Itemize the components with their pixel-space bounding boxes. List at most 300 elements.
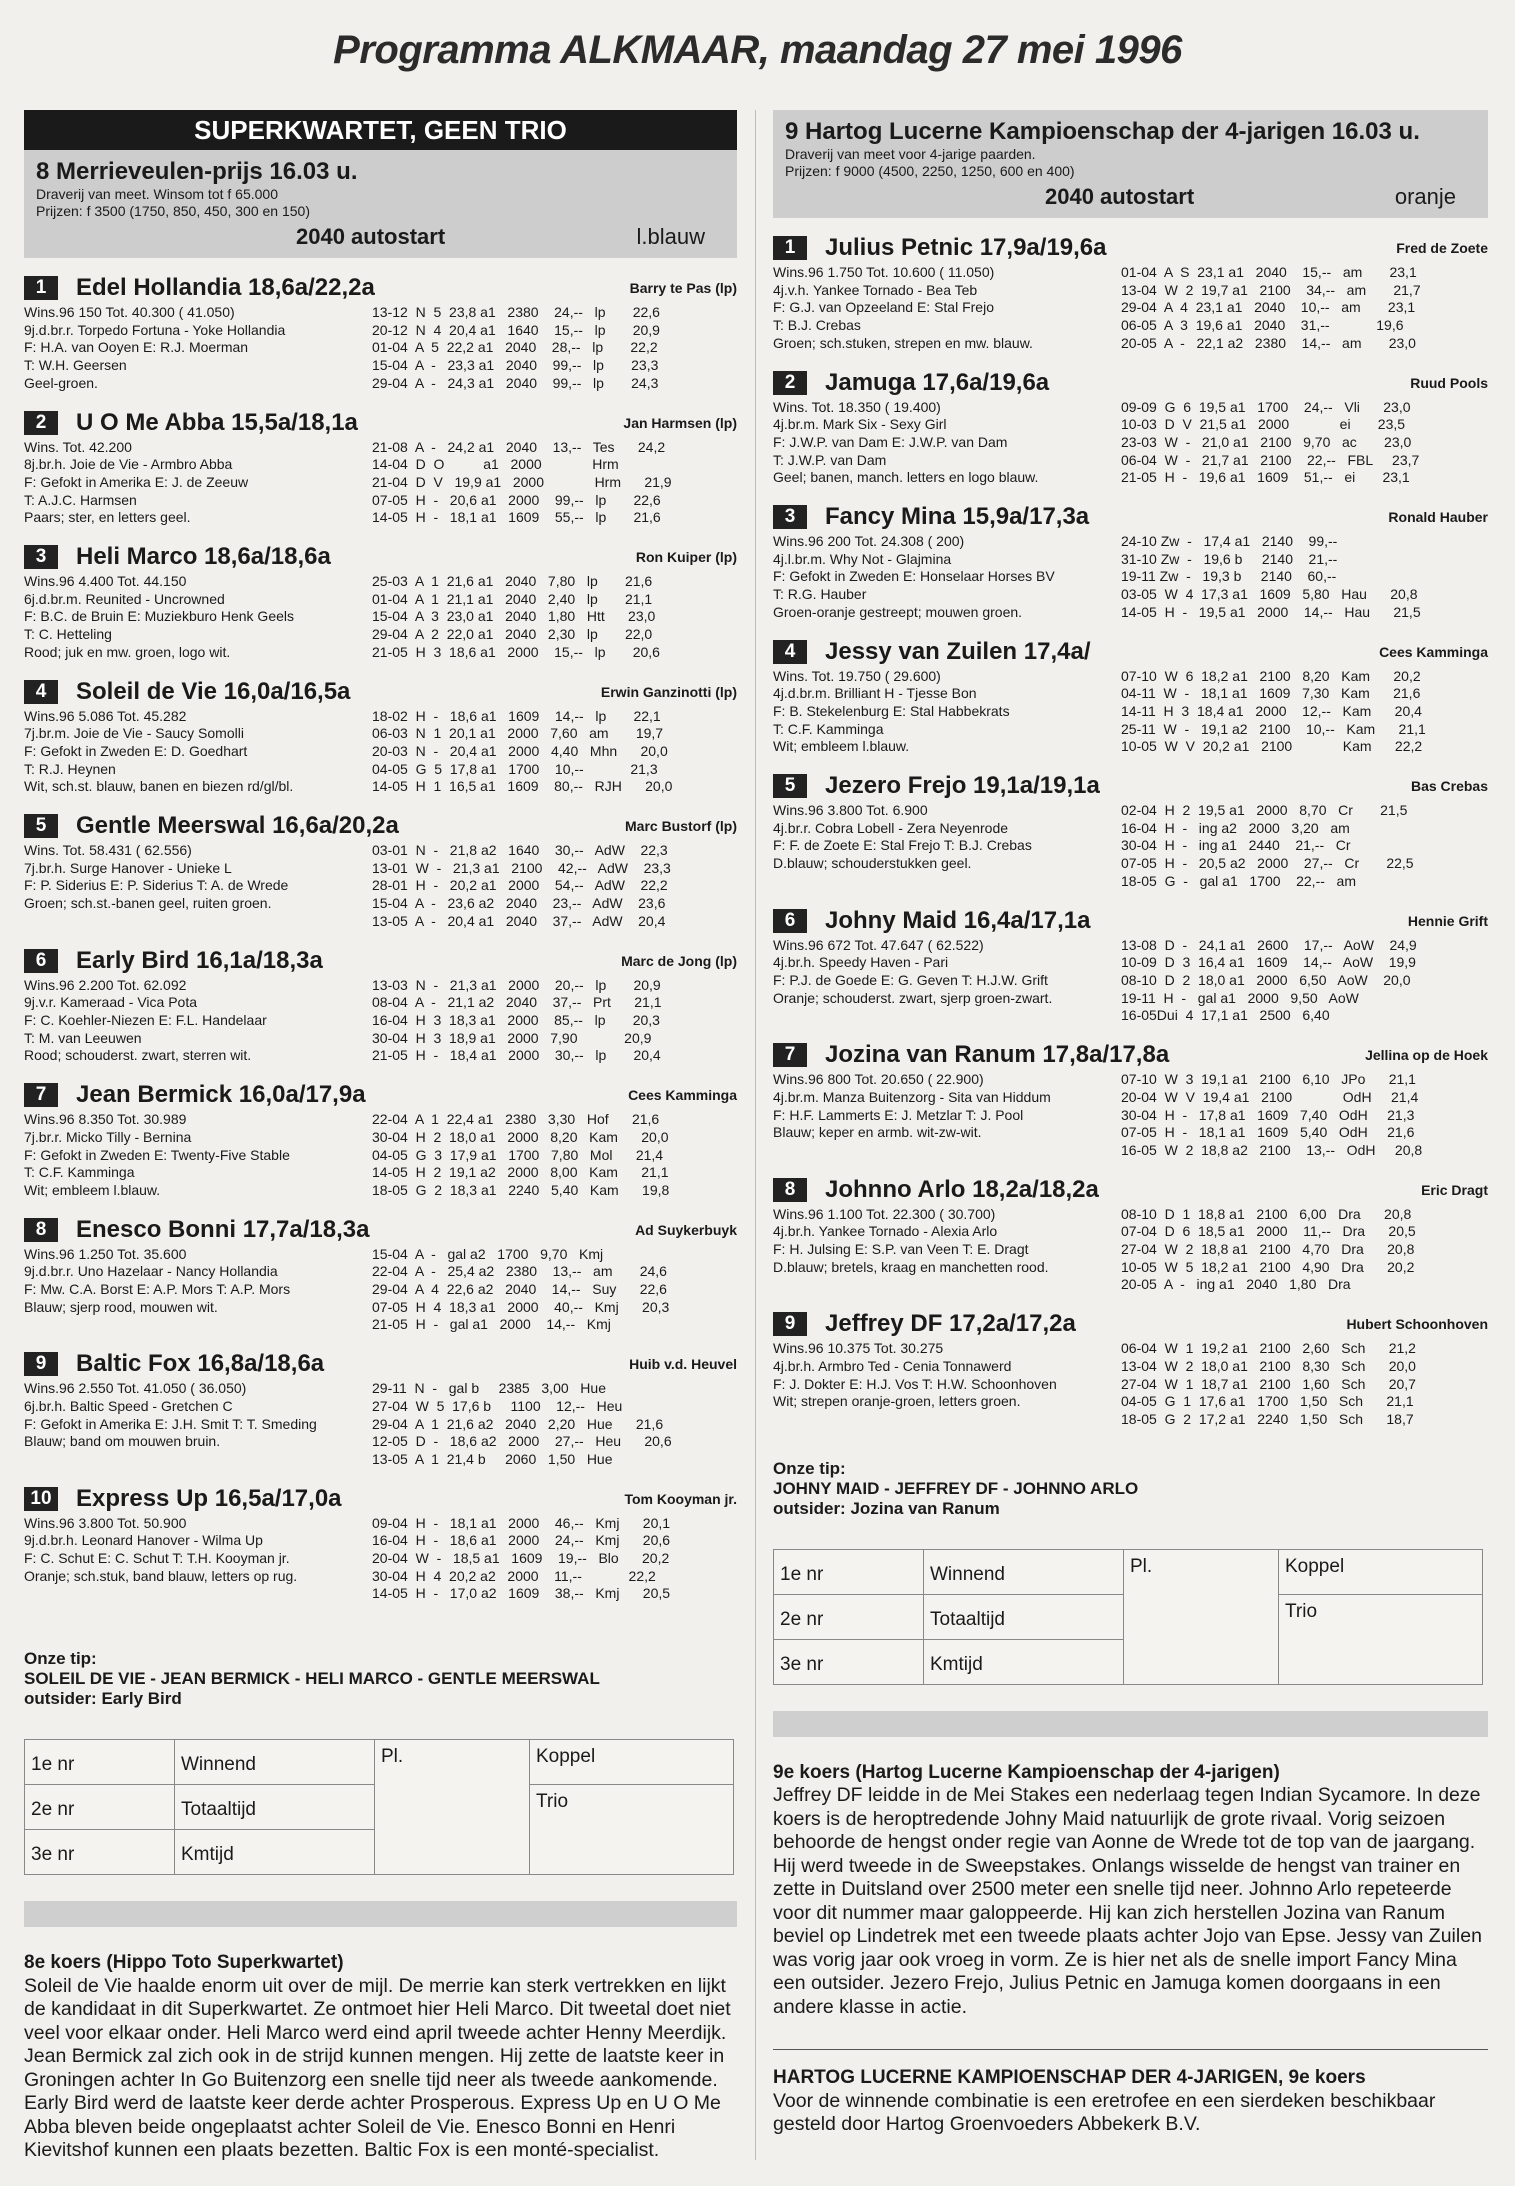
horse-entry bbox=[24, 1216, 737, 1335]
trophy-title: HARTOG LUCERNE KAMPIOENSCHAP DER 4-JARIGEN, 9e koers bbox=[773, 2067, 1366, 2089]
horse-info-line: T: C.F. Kamminga bbox=[773, 720, 884, 737]
horse-name: Julius Petnic 17,9a/19,6a bbox=[825, 234, 1107, 261]
horse-info bbox=[24, 1380, 372, 1469]
driver-name: Hubert Schoonhoven bbox=[1346, 1316, 1488, 1333]
horse-info bbox=[24, 1515, 372, 1604]
horse-name: Enesco Bonni 17,7a/18,3a bbox=[76, 1215, 370, 1243]
form-trio[interactable]: Trio bbox=[530, 1785, 734, 1875]
race-9-tip bbox=[773, 1459, 1488, 1519]
race-8-bet-form bbox=[24, 1739, 734, 1875]
column-divider bbox=[755, 110, 756, 2160]
race-9-entries bbox=[773, 234, 1488, 1429]
horse-info bbox=[773, 399, 1121, 488]
start-line: 15-04 A - gal a2 1700 9,70 Kmj bbox=[372, 1245, 604, 1262]
start-line: 29-11 N - gal b 2385 3,00 Hue bbox=[372, 1380, 606, 1397]
horse-name: Jozina van Ranum 17,8a/17,8a bbox=[825, 1041, 1170, 1069]
horse-info-line: Wit; embleem l.blauw. bbox=[773, 738, 910, 755]
horse-info-line: F: J. Dokter E: H.J. Vos T: H.W. Schoonhoven bbox=[773, 1375, 1057, 1392]
start-number: 1 bbox=[773, 236, 807, 260]
horse-info-line: F: B.C. de Bruin E: Muziekburo Henk Geels bbox=[24, 608, 294, 625]
race-9-conditions: Draverij van meet voor 4-jarige paarden. bbox=[785, 146, 1036, 162]
horse-entry bbox=[24, 274, 737, 393]
start-line: 28-01 H - 20,2 a1 2000 54,-- AdW 22,2 bbox=[372, 877, 668, 894]
recent-starts bbox=[372, 1111, 737, 1200]
horse-info-line: Wins. Tot. 58.431 ( 62.556) bbox=[24, 842, 192, 859]
recent-starts bbox=[1121, 399, 1488, 488]
start-line: 06-04 W 1 19,2 a1 2100 2,60 Sch 21,2 bbox=[1121, 1340, 1416, 1357]
start-line: 13-12 N 5 23,8 a1 2380 24,-- lp 22,6 bbox=[372, 304, 660, 320]
race-8-conditions: Draverij van meet. Winsom tot f 65.000 bbox=[36, 186, 278, 202]
driver-name: Ronald Hauber bbox=[1388, 509, 1488, 526]
start-line: 03-05 W 4 17,3 a1 1609 5,80 Hau 20,8 bbox=[1121, 586, 1418, 603]
recent-starts bbox=[1121, 1340, 1488, 1429]
horse-name: Jean Bermick 16,0a/17,9a bbox=[76, 1081, 366, 1109]
horse-name: Heli Marco 18,6a/18,6a bbox=[76, 543, 331, 571]
driver-name: Fred de Zoete bbox=[1396, 240, 1488, 256]
recent-starts bbox=[1121, 264, 1488, 353]
start-line: 18-02 H - 18,6 a1 1609 14,-- lp 22,1 bbox=[372, 707, 661, 724]
horse-name: U O Me Abba 15,5a/18,1a bbox=[76, 408, 358, 436]
horse-entry bbox=[24, 1485, 737, 1604]
tip-outsider: outsider: Early Bird bbox=[24, 1689, 182, 1709]
start-line: 30-04 H 3 18,9 a1 2000 7,90 20,9 bbox=[372, 1029, 652, 1046]
recent-starts bbox=[1121, 668, 1488, 757]
horse-info-line: Wins.96 2.550 Tot. 41.050 ( 36.050) bbox=[24, 1380, 247, 1397]
start-line: 21-08 A - 24,2 a1 2040 13,-- Tes 24,2 bbox=[372, 438, 666, 455]
start-line: 14-05 H 1 16,5 a1 1609 80,-- RJH 20,0 bbox=[372, 778, 673, 795]
race-9-start-type: 2040 autostart bbox=[1045, 184, 1195, 209]
horse-info bbox=[773, 1340, 1121, 1429]
horse-name: Fancy Mina 15,9a/17,3a bbox=[825, 503, 1090, 531]
horse-info-line: T: M. van Leeuwen bbox=[24, 1029, 142, 1046]
horse-info-line: 4j.br.m. Mark Six - Sexy Girl bbox=[773, 416, 947, 433]
start-line: 06-03 N 1 20,1 a1 2000 7,60 am 19,7 bbox=[372, 725, 664, 742]
start-line: 29-04 A 1 21,6 a2 2040 2,20 Hue 21,6 bbox=[372, 1415, 664, 1432]
horse-info-line: Wins.96 672 Tot. 47.647 ( 62.522) bbox=[773, 936, 984, 953]
horse-name: Jamuga 17,6a/19,6a bbox=[825, 368, 1050, 396]
horse-info-line: 4j.l.br.m. Why Not - Glajmina bbox=[773, 550, 952, 567]
start-line: 16-05 W 2 18,8 a2 2100 13,-- OdH 20,8 bbox=[1121, 1141, 1423, 1158]
start-line: 14-05 H - 18,1 a1 1609 55,-- lp 21,6 bbox=[372, 509, 661, 526]
horse-entry bbox=[773, 772, 1488, 891]
start-line: 10-05 W 5 18,2 a1 2100 4,90 Dra 20,2 bbox=[1121, 1258, 1415, 1275]
start-number: 7 bbox=[24, 1083, 58, 1107]
start-line: 07-04 D 6 18,5 a1 2000 11,-- Dra 20,5 bbox=[1121, 1223, 1416, 1240]
start-line: 20-04 W V 19,4 a1 2100 OdH 21,4 bbox=[1121, 1088, 1419, 1105]
start-number: 8 bbox=[24, 1218, 58, 1242]
form-1e-nr[interactable]: 1e nr bbox=[774, 1549, 924, 1594]
horse-info-line: F: J.W.P. van Dam E: J.W.P. van Dam bbox=[773, 433, 1008, 450]
horse-info-line: 7j.br.r. Micko Tilly - Bernina bbox=[24, 1128, 192, 1145]
start-line: 30-04 H 4 20,2 a2 2000 11,-- 22,2 bbox=[372, 1567, 656, 1584]
start-line: 08-04 A - 21,1 a2 2040 37,-- Prt 21,1 bbox=[372, 994, 662, 1011]
horse-info-line: Wins.96 5.086 Tot. 45.282 bbox=[24, 707, 187, 724]
start-line: 20-12 N 4 20,4 a1 1640 15,-- lp 20,9 bbox=[372, 321, 660, 338]
horse-entry bbox=[24, 812, 737, 931]
start-line: 14-05 H - 19,5 a1 2000 14,-- Hau 21,5 bbox=[1121, 603, 1421, 620]
driver-name: Cees Kamminga bbox=[1379, 643, 1488, 660]
horse-entry bbox=[773, 369, 1488, 488]
start-line: 27-04 W 2 18,8 a1 2100 4,70 Dra 20,8 bbox=[1121, 1241, 1415, 1258]
race-9-color: oranje bbox=[1394, 184, 1456, 209]
horse-info-line: 4j.v.h. Yankee Tornado - Bea Teb bbox=[773, 281, 978, 298]
horse-info bbox=[773, 668, 1121, 757]
horse-name: Johny Maid 16,4a/17,1a bbox=[825, 906, 1091, 934]
race-8-tip bbox=[24, 1649, 737, 1709]
start-line: 23-03 W - 21,0 a1 2100 9,70 ac 23,0 bbox=[1121, 433, 1412, 450]
start-line: 08-10 D 1 18,8 a1 2100 6,00 Dra 20,8 bbox=[1121, 1205, 1412, 1222]
start-line: 18-05 G 2 17,2 a1 2240 1,50 Sch 18,7 bbox=[1121, 1410, 1414, 1427]
recent-starts bbox=[372, 977, 737, 1066]
start-line: 25-03 A 1 21,6 a1 2040 7,80 lp 21,6 bbox=[372, 573, 653, 590]
horse-info-line: Wins.96 1.250 Tot. 35.600 bbox=[24, 1245, 187, 1262]
horse-info-line: T: C.F. Kamminga bbox=[24, 1164, 135, 1181]
race-8-column bbox=[24, 110, 737, 2163]
start-line: 10-05 W V 20,2 a1 2100 Kam 22,2 bbox=[1121, 738, 1423, 755]
start-line: 04-05 G 5 17,8 a1 1700 10,-- 21,3 bbox=[372, 760, 658, 777]
horse-info-line: 4j.br.h. Yankee Tornado - Alexia Arlo bbox=[773, 1223, 998, 1240]
form-totaaltijd[interactable]: Totaaltijd bbox=[175, 1785, 375, 1830]
start-line: 30-04 H 2 18,0 a1 2000 8,20 Kam 20,0 bbox=[372, 1128, 669, 1145]
horse-info-line: Wins.96 2.200 Tot. 62.092 bbox=[24, 976, 187, 993]
start-line: 01-04 A 5 22,2 a1 2040 28,-- lp 22,2 bbox=[372, 339, 658, 356]
horse-info-line: Groen-oranje gestreept; mouwen groen. bbox=[773, 603, 1023, 620]
tip-text: JOHNY MAID - JEFFREY DF - JOHNNO ARLO bbox=[773, 1478, 1139, 1498]
start-number: 6 bbox=[773, 909, 807, 933]
start-line: 07-05 H 4 18,3 a1 2000 40,-- Kmj 20,3 bbox=[372, 1298, 670, 1315]
horse-info-line: 7j.br.h. Surge Hanover - Unieke L bbox=[24, 859, 232, 876]
horse-info-line: Wit, sch.st. blauw, banen en biezen rd/gl/bl. bbox=[24, 778, 294, 795]
horse-info-line: Wins.96 1.100 Tot. 22.300 ( 30.700) bbox=[773, 1205, 996, 1222]
start-number: 2 bbox=[773, 371, 807, 395]
driver-name: Marc de Jong (lp) bbox=[621, 952, 737, 969]
horse-info-line: Paars; ster, en letters geel. bbox=[24, 509, 191, 526]
horse-info-line: Blauw; sjerp rood, mouwen wit. bbox=[24, 1298, 218, 1315]
horse-info-line: Wit; strepen oranje-groen, letters groen. bbox=[773, 1393, 1021, 1410]
horse-entry bbox=[773, 1176, 1488, 1295]
horse-info-line: 4j.br.h. Speedy Haven - Pari bbox=[773, 954, 949, 971]
recent-starts bbox=[372, 1380, 737, 1469]
start-line: 25-11 W - 19,1 a2 2100 10,-- Kam 21,1 bbox=[1121, 720, 1426, 737]
tip-label: Onze tip: bbox=[24, 1649, 97, 1669]
form-2e-nr[interactable]: 2e nr bbox=[25, 1785, 175, 1830]
horse-entry bbox=[773, 1041, 1488, 1160]
driver-name: Tom Kooyman jr. bbox=[624, 1490, 737, 1507]
start-line: 22-04 A 1 22,4 a1 2380 3,30 Hof 21,6 bbox=[372, 1111, 660, 1128]
start-line: 07-05 H - 20,6 a1 2000 99,-- lp 22,6 bbox=[372, 491, 661, 508]
start-line: 15-04 A 3 23,0 a1 2040 1,80 Htt 23,0 bbox=[372, 608, 656, 625]
form-koppel[interactable]: Koppel bbox=[530, 1740, 734, 1785]
start-line: 31-10 Zw - 19,6 b 2140 21,-- bbox=[1121, 550, 1338, 567]
start-line: 14-05 H - 17,0 a2 1609 38,-- Kmj 20,5 bbox=[372, 1585, 671, 1602]
horse-info-line: F: H. Julsing E: S.P. van Veen T: E. Dragt bbox=[773, 1241, 1029, 1258]
driver-name: Ad Suykerbuyk bbox=[635, 1221, 737, 1238]
start-number: 10 bbox=[24, 1487, 58, 1511]
start-line: 13-05 A - 20,4 a1 2040 37,-- AdW 20,4 bbox=[372, 912, 666, 929]
form-kmtijd[interactable]: Kmtijd bbox=[175, 1830, 375, 1875]
start-line: 24-10 Zw - 17,4 a1 2140 99,-- bbox=[1121, 533, 1338, 550]
start-number: 2 bbox=[24, 411, 58, 435]
horse-info-line: F: Gefokt in Zweden E: Honselaar Horses BV bbox=[773, 568, 1055, 585]
start-line: 01-04 A S 23,1 a1 2040 15,-- am 23,1 bbox=[1121, 264, 1417, 280]
page-title: Programma ALKMAAR, maandag 27 mei 1996 bbox=[333, 28, 1182, 72]
start-line: 13-01 W - 21,3 a1 2100 42,-- AdW 23,3 bbox=[372, 859, 671, 876]
horse-info-line: F: P. Siderius E: P. Siderius T: A. de Wrede bbox=[24, 877, 289, 894]
horse-info bbox=[24, 1111, 372, 1200]
horse-info-line: Wins. Tot. 42.200 bbox=[24, 438, 132, 455]
form-trio[interactable]: Trio bbox=[1279, 1594, 1483, 1684]
start-line: 13-08 D - 24,1 a1 2600 17,-- AoW 24,9 bbox=[1121, 936, 1417, 953]
horse-info bbox=[24, 439, 372, 528]
horse-info bbox=[773, 1206, 1121, 1295]
start-number: 3 bbox=[24, 545, 58, 569]
start-line: 03-01 N - 21,8 a2 1640 30,-- AdW 22,3 bbox=[372, 842, 668, 859]
gray-band bbox=[773, 1711, 1488, 1737]
horse-name: Jezero Frejo 19,1a/19,1a bbox=[825, 772, 1100, 800]
horse-info-line: 6j.br.h. Baltic Speed - Gretchen C bbox=[24, 1397, 233, 1414]
horse-entry bbox=[24, 543, 737, 662]
horse-info-line: Groen; sch.st.-banen geel, ruiten groen. bbox=[24, 895, 272, 912]
horse-entry bbox=[24, 409, 737, 528]
race-8-title: 8 Merrieveulen-prijs 16.03 u. bbox=[36, 158, 358, 185]
start-number: 5 bbox=[24, 814, 58, 838]
horse-info-line: Wins.96 10.375 Tot. 30.275 bbox=[773, 1340, 944, 1357]
start-number: 5 bbox=[773, 774, 807, 798]
start-line: 06-05 A 3 19,6 a1 2040 31,-- 19,6 bbox=[1121, 317, 1404, 334]
start-line: 04-11 W - 18,1 a1 1609 7,30 Kam 21,6 bbox=[1121, 685, 1421, 702]
start-line: 12-05 D - 18,6 a2 2000 27,-- Heu 20,6 bbox=[372, 1433, 672, 1450]
start-line: 10-09 D 3 16,4 a1 1609 14,-- AoW 19,9 bbox=[1121, 954, 1416, 971]
horse-name: Edel Hollandia 18,6a/22,2a bbox=[76, 274, 375, 301]
horse-info-line: 9j.d.br.r. Torpedo Fortuna - Yoke Hollandia bbox=[24, 321, 286, 338]
recent-starts bbox=[372, 304, 737, 393]
start-line: 29-04 A 2 22,0 a1 2040 2,30 lp 22,0 bbox=[372, 626, 653, 643]
horse-info bbox=[24, 708, 372, 797]
horse-info-line: Blauw; band om mouwen bruin. bbox=[24, 1433, 221, 1450]
race-8-prizes: Prijzen: f 3500 (1750, 850, 450, 300 en 150) bbox=[36, 203, 310, 219]
driver-name: Hennie Grift bbox=[1407, 912, 1488, 929]
form-2e-nr[interactable]: 2e nr bbox=[774, 1594, 924, 1639]
recent-starts bbox=[1121, 1071, 1488, 1160]
start-line: 21-05 H - 19,6 a1 1609 51,-- ei 23,1 bbox=[1121, 469, 1410, 486]
horse-info-line: T: R.J. Heynen bbox=[24, 760, 116, 777]
form-3e-nr[interactable]: 3e nr bbox=[774, 1639, 924, 1684]
start-line: 30-04 H - ing a1 2440 21,-- Cr bbox=[1121, 837, 1351, 854]
form-3e-nr[interactable]: 3e nr bbox=[25, 1830, 175, 1875]
horse-name: Jessy van Zuilen 17,4a/ bbox=[825, 637, 1091, 665]
horse-info-line: F: Gefokt in Amerika E: J. de Zeeuw bbox=[24, 473, 249, 490]
start-line: 16-04 H - ing a2 2000 3,20 am bbox=[1121, 819, 1350, 836]
horse-entry bbox=[24, 1081, 737, 1200]
form-1e-nr[interactable]: 1e nr bbox=[25, 1740, 175, 1785]
horse-info-line: Geel-groen. bbox=[24, 374, 98, 391]
horse-name: Early Bird 16,1a/18,3a bbox=[76, 946, 323, 974]
start-line: 29-04 A 4 23,1 a1 2040 10,-- am 23,1 bbox=[1121, 299, 1416, 316]
race-9-column bbox=[773, 110, 1488, 2137]
start-line: 29-04 A - 24,3 a1 2040 99,-- lp 24,3 bbox=[372, 374, 659, 391]
horse-info bbox=[773, 937, 1121, 1026]
tip-label: Onze tip: bbox=[773, 1458, 846, 1478]
form-kmtijd[interactable]: Kmtijd bbox=[924, 1639, 1124, 1684]
trophy-note bbox=[773, 2066, 1488, 2137]
start-number: 9 bbox=[773, 1312, 807, 1336]
horse-info-line: T: R.G. Hauber bbox=[773, 586, 867, 603]
horse-info-line: 6j.d.br.m. Reunited - Uncrowned bbox=[24, 590, 225, 607]
start-line: 14-04 D O a1 2000 Hrm bbox=[372, 456, 619, 473]
horse-info-line: 4j.br.h. Armbro Ted - Cenia Tonnawerd bbox=[773, 1357, 1012, 1374]
horse-entry bbox=[773, 1310, 1488, 1429]
horse-info-line: Oranje; schouderst. zwart, sjerp groen-zwart. bbox=[773, 989, 1053, 1006]
recent-starts bbox=[372, 1515, 737, 1604]
horse-info-line: Wins.96 4.400 Tot. 44.150 bbox=[24, 573, 187, 590]
horse-name: Baltic Fox 16,8a/18,6a bbox=[76, 1350, 325, 1378]
recent-starts bbox=[372, 439, 737, 528]
horse-info-line: Oranje; sch.stuk, band blauw, letters op rug. bbox=[24, 1567, 298, 1584]
article-text: Soleil de Vie haalde enorm uit over de mijl. De merrie kan sterk vertrekken en lijkt de kandidaat in dit Superkwartet. Ze ontmoet hier Heli Marco. Dit tweetal doet niet veel voor elkaar onder. Heli Marco werd eind april tweede achter Henny Meerdijk. Jean Bermick zal zich ook in de strijd kunnen mengen. Hij zette de laatste keer in Groningen achter In Go Buitenzorg een snelle tijd neer als tweede aankomende. Early Bird werd de laatste keer derde achter Prosperous. Express Up en U O Me Abba bleven beide ongeplaatst achter Soleil de Vie. Enesco Bonni en Henri Kievitshof kunnen een plaats bezetten. Baltic Fox is een monté-specialist. bbox=[24, 1974, 731, 2162]
article-title: 9e koers (Hartog Lucerne Kampioenschap der 4-jarigen) bbox=[773, 1761, 1280, 1783]
race-9-article bbox=[773, 1761, 1488, 2020]
horse-info bbox=[24, 842, 372, 931]
race-8-header bbox=[24, 110, 737, 258]
horse-info-line: F: F. de Zoete E: Stal Frejo T: B.J. Crebas bbox=[773, 837, 1032, 854]
start-line: 19-11 H - gal a1 2000 9,50 AoW bbox=[1121, 989, 1359, 1006]
horse-info-line: F: C. Koehler-Niezen E: F.L. Handelaar bbox=[24, 1011, 267, 1028]
horse-entry bbox=[773, 638, 1488, 757]
start-line: 16-05Dui 4 17,1 a1 2500 6,40 bbox=[1121, 1007, 1330, 1024]
start-line: 20-05 A - 22,1 a2 2380 14,-- am 23,0 bbox=[1121, 334, 1416, 351]
form-totaaltijd[interactable]: Totaaltijd bbox=[924, 1594, 1124, 1639]
horse-info-line: F: Gefokt in Zweden E: Twenty-Five Stable bbox=[24, 1146, 290, 1163]
horse-info-line: Geel; banen, manch. letters en logo blauw. bbox=[773, 469, 1039, 486]
start-line: 07-05 H - 20,5 a2 2000 27,-- Cr 22,5 bbox=[1121, 855, 1414, 872]
start-line: 09-04 H - 18,1 a1 2000 46,-- Kmj 20,1 bbox=[372, 1514, 671, 1531]
start-number: 4 bbox=[773, 640, 807, 664]
horse-info-line: Groen; sch.stuken, strepen en mw. blauw. bbox=[773, 334, 1033, 351]
trophy-text: Voor de winnende combinatie is een eretrofee en een sierdeken beschikbaar gesteld door Hartog Groenvoeders Abbekerk B.V. bbox=[773, 2089, 1436, 2136]
horse-info bbox=[24, 977, 372, 1066]
start-line: 15-04 A - 23,3 a1 2040 99,-- lp 23,3 bbox=[372, 357, 659, 374]
horse-info-line: Rood; schouderst. zwart, sterren wit. bbox=[24, 1047, 252, 1064]
horse-info-line: D.blauw; bretels, kraag en manchetten rood. bbox=[773, 1258, 1049, 1275]
start-line: 09-09 G 6 19,5 a1 1700 24,-- Vli 23,0 bbox=[1121, 398, 1411, 415]
horse-info-line: T: J.W.P. van Dam bbox=[773, 451, 887, 468]
horse-entry bbox=[773, 907, 1488, 1026]
horse-name: Gentle Meerswal 16,6a/20,2a bbox=[76, 812, 399, 840]
start-line: 04-05 G 1 17,6 a1 1700 1,50 Sch 21,1 bbox=[1121, 1393, 1414, 1410]
form-winnend[interactable]: Winnend bbox=[924, 1549, 1124, 1594]
horse-info-line: 9j.d.br.h. Leonard Hanover - Wilma Up bbox=[24, 1532, 263, 1549]
driver-name: Barry te Pas (lp) bbox=[629, 280, 737, 296]
start-line: 04-05 G 3 17,9 a1 1700 7,80 Mol 21,4 bbox=[372, 1146, 664, 1163]
form-winnend[interactable]: Winnend bbox=[175, 1740, 375, 1785]
start-line: 20-04 W - 18,5 a1 1609 19,-- Blo 20,2 bbox=[372, 1550, 670, 1567]
form-koppel[interactable]: Koppel bbox=[1279, 1549, 1483, 1594]
tip-outsider: outsider: Jozina van Ranum bbox=[773, 1498, 1000, 1518]
recent-starts bbox=[372, 1246, 737, 1335]
article-text: Jeffrey DF leidde in de Mei Stakes een nederlaag tegen Indian Sycamore. In deze koers is de heroptredende Johny Maid natuurlijk de grote rivaal. Vorig seizoen behoorde de hengst onder regie van Aonne de Wrede tot de top van de jaargang. Hij werd tweede in de Sweepstakes. Onlangs wisselde de hengst van trainer en zette in Duitsland over 2500 meter een snelle tijd neer. Johnno Arlo repeteerde voor dit nummer maar galoppeerde. Hij kan zich herstellen Jozina van Ranum beviel op Lindetrek met een tweede plaats achter Jojo van Epse. Jessy van Zuilen was vorig jaar ook vroeg in vorm. Ze is hier net als de snelle import Fancy Mina een outsider. Jezero Frejo, Julius Petnic en Jamuga komen doorgaans in een andere klasse in actie. bbox=[773, 1784, 1482, 2018]
start-line: 20-03 N - 20,4 a1 2000 4,40 Mhn 20,0 bbox=[372, 742, 668, 759]
driver-name: Eric Dragt bbox=[1421, 1181, 1488, 1198]
recent-starts bbox=[372, 708, 737, 797]
start-line: 21-05 H - gal a1 2000 14,-- Kmj bbox=[372, 1316, 611, 1333]
start-line: 21-05 H 3 18,6 a1 2000 15,-- lp 20,6 bbox=[372, 643, 660, 660]
horse-info-line: Wins.96 200 Tot. 24.308 ( 200) bbox=[773, 533, 965, 550]
horse-info-line: 8j.br.h. Joie de Vie - Armbro Abba bbox=[24, 456, 233, 473]
recent-starts bbox=[1121, 1206, 1488, 1295]
horse-info-line: F: P.J. de Goede E: G. Geven T: H.J.W. Grift bbox=[773, 971, 1048, 988]
horse-info-line: D.blauw; schouderstukken geel. bbox=[773, 855, 972, 872]
race-8-color: l.blauw bbox=[636, 224, 705, 249]
form-pl[interactable]: Pl. bbox=[1124, 1549, 1279, 1684]
horse-info-line: 4j.d.br.m. Brilliant H - Tjesse Bon bbox=[773, 685, 977, 702]
start-line: 16-04 H - 18,6 a1 2000 24,-- Kmj 20,6 bbox=[372, 1532, 671, 1549]
start-line: 14-05 H 2 19,1 a2 2000 8,00 Kam 21,1 bbox=[372, 1164, 669, 1181]
horse-info-line: 9j.v.r. Kameraad - Vica Pota bbox=[24, 994, 198, 1011]
horse-entry bbox=[773, 234, 1488, 353]
start-line: 07-10 W 6 18,2 a1 2100 8,20 Kam 20,2 bbox=[1121, 667, 1421, 684]
race-9-header bbox=[773, 110, 1488, 218]
horse-info-line: F: B. Stekelenburg E: Stal Habbekrats bbox=[773, 702, 1010, 719]
driver-name: Huib v.d. Heuvel bbox=[629, 1356, 737, 1373]
driver-name: Ruud Pools bbox=[1410, 374, 1488, 391]
horse-info-line: Wins.96 150 Tot. 40.300 ( 41.050) bbox=[24, 304, 235, 320]
horse-info-line: Wins.96 3.800 Tot. 6.900 bbox=[773, 802, 928, 819]
start-number: 3 bbox=[773, 505, 807, 529]
horse-info-line: Wit; embleem l.blauw. bbox=[24, 1181, 161, 1198]
start-line: 02-04 H 2 19,5 a1 2000 8,70 Cr 21,5 bbox=[1121, 802, 1408, 819]
horse-info-line: 7j.br.m. Joie de Vie - Saucy Somolli bbox=[24, 725, 244, 742]
start-line: 07-10 W 3 19,1 a1 2100 6,10 JPo 21,1 bbox=[1121, 1071, 1416, 1088]
horse-name: Express Up 16,5a/17,0a bbox=[76, 1484, 342, 1512]
race-9-title: 9 Hartog Lucerne Kampioenschap der 4-jarigen 16.03 u. bbox=[785, 118, 1420, 145]
race-8-banner: SUPERKWARTET, GEEN TRIO bbox=[24, 110, 737, 150]
horse-name: Soleil de Vie 16,0a/16,5a bbox=[76, 677, 351, 705]
start-line: 20-05 A - ing a1 2040 1,80 Dra bbox=[1121, 1276, 1351, 1293]
horse-info-line: F: Gefokt in Amerika E: J.H. Smit T: T. Smeding bbox=[24, 1415, 317, 1432]
start-number: 4 bbox=[24, 680, 58, 704]
horse-info-line: 4j.br.r. Cobra Lobell - Zera Neyenrode bbox=[773, 819, 1009, 836]
start-line: 13-04 W 2 19,7 a1 2100 34,-- am 21,7 bbox=[1121, 281, 1421, 298]
start-line: 22-04 A - 25,4 a2 2380 13,-- am 24,6 bbox=[372, 1263, 667, 1280]
horse-info-line: T: W.H. Geersen bbox=[24, 357, 127, 374]
driver-name: Marc Bustorf (lp) bbox=[625, 818, 737, 835]
race-8-entries bbox=[24, 274, 737, 1603]
horse-info bbox=[24, 573, 372, 662]
form-pl[interactable]: Pl. bbox=[375, 1740, 530, 1875]
driver-name: Bas Crebas bbox=[1410, 778, 1488, 795]
start-number: 8 bbox=[773, 1178, 807, 1202]
horse-info-line: F: H.F. Lammerts E: J. Metzlar T: J. Pool bbox=[773, 1106, 1024, 1123]
horse-info-line: Wins.96 1.750 Tot. 10.600 ( 11.050) bbox=[773, 264, 995, 280]
horse-name: Jeffrey DF 17,2a/17,2a bbox=[825, 1310, 1076, 1338]
start-line: 14-11 H 3 18,4 a1 2000 12,-- Kam 20,4 bbox=[1121, 702, 1422, 719]
start-line: 16-04 H 3 18,3 a1 2000 85,-- lp 20,3 bbox=[372, 1011, 660, 1028]
horse-info-line: F: Gefokt in Zweden E: D. Goedhart bbox=[24, 742, 248, 759]
start-line: 27-04 W 5 17,6 b 1100 12,-- Heu bbox=[372, 1397, 623, 1414]
race-9-bet-form bbox=[773, 1549, 1483, 1685]
horse-info-line: Wins.96 3.800 Tot. 50.900 bbox=[24, 1514, 187, 1531]
horse-info bbox=[773, 802, 1121, 891]
start-line: 29-04 A 4 22,6 a2 2040 14,-- Suy 22,6 bbox=[372, 1281, 667, 1298]
start-line: 08-10 D 2 18,0 a1 2000 6,50 AoW 20,0 bbox=[1121, 971, 1411, 988]
recent-starts bbox=[372, 573, 737, 662]
horse-info bbox=[24, 1246, 372, 1335]
driver-name: Ron Kuiper (lp) bbox=[635, 549, 737, 566]
start-line: 19-11 Zw - 19,3 b 2140 60,-- bbox=[1121, 568, 1337, 585]
start-line: 18-05 G - gal a1 1700 22,-- am bbox=[1121, 872, 1357, 889]
horse-info-line: Wins.96 800 Tot. 20.650 ( 22.900) bbox=[773, 1071, 984, 1088]
horse-info bbox=[773, 1071, 1121, 1160]
